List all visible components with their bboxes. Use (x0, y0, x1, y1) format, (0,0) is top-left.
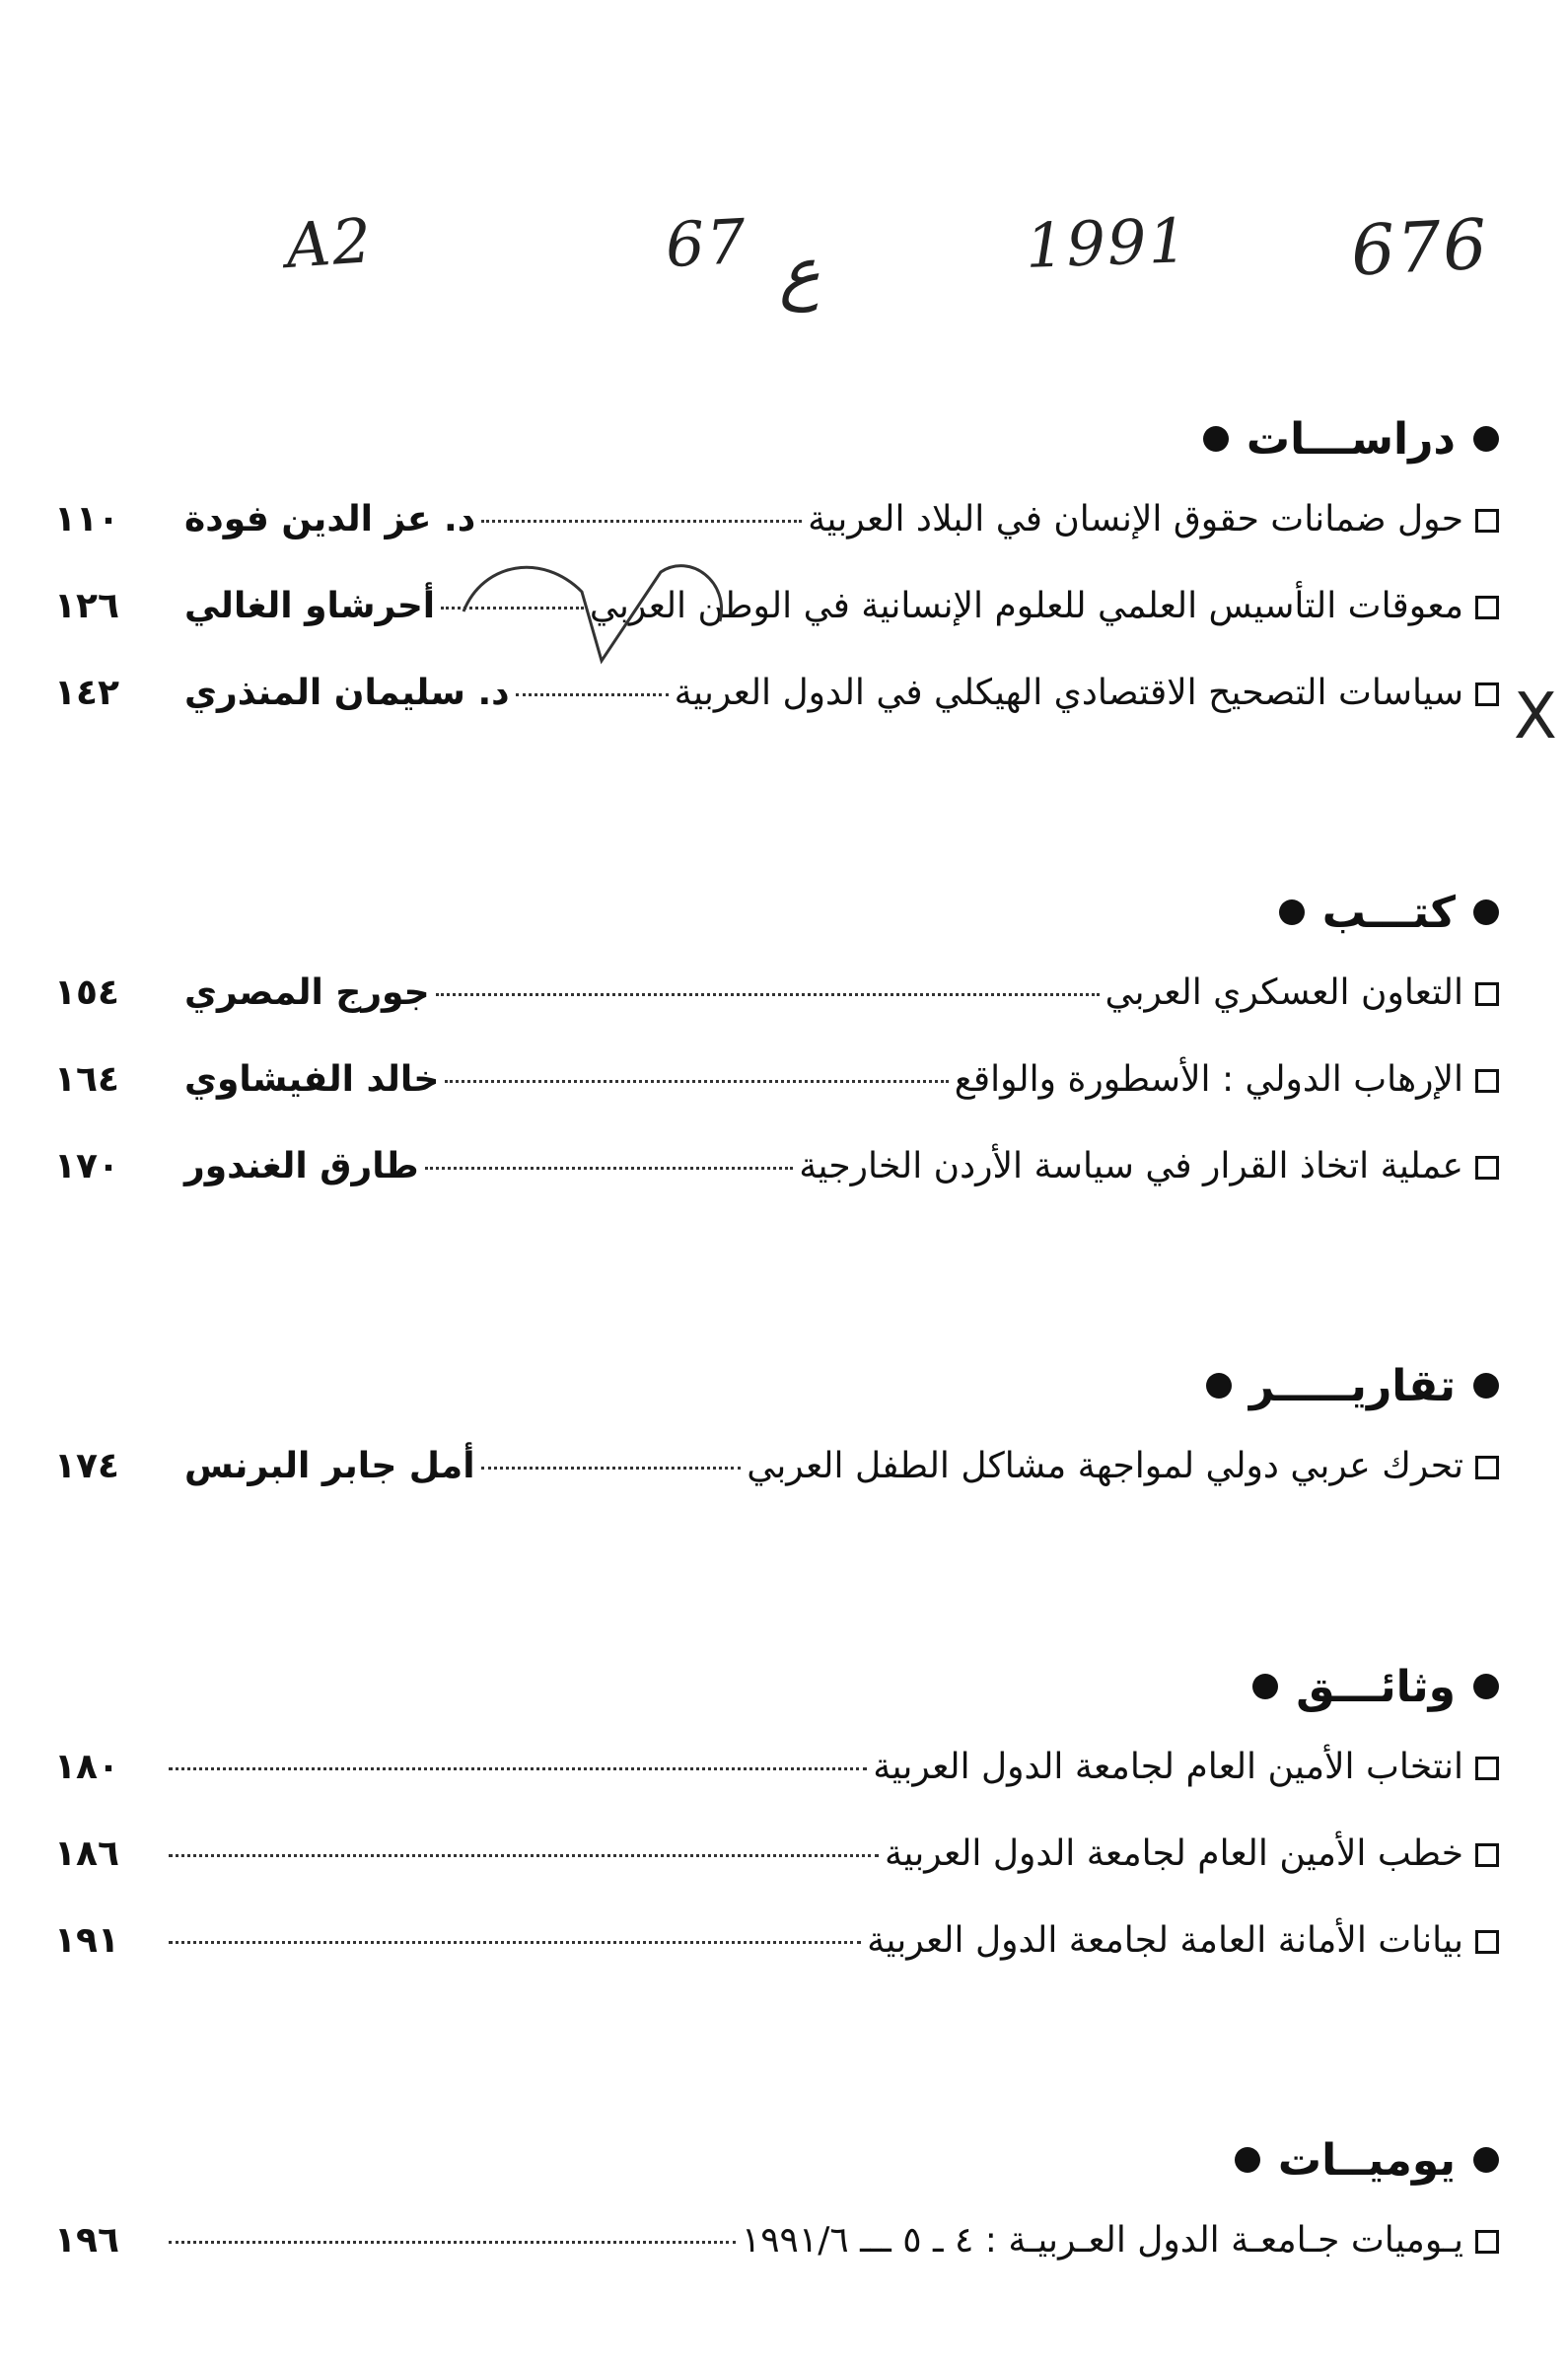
entry-title: حول ضمانات حقوق الإنسان في البلاد العربية (808, 499, 1463, 539)
section-heading-label: دراســـات (1246, 413, 1456, 465)
entry-title: الإرهاب الدولي : الأسطورة والواقع (954, 1059, 1463, 1100)
checkbox-square-icon (1475, 982, 1499, 1006)
toc-entry (54, 1738, 1499, 1825)
dot-leader (169, 1941, 861, 1944)
handwritten-note-b: 67 (664, 204, 749, 282)
dot-leader (481, 1467, 742, 1470)
toc-entry (54, 964, 1499, 1050)
checkbox-square-icon (1475, 1069, 1499, 1093)
checkbox-square-icon (1475, 509, 1499, 533)
entry-page-number: ١٥٤ (54, 972, 119, 1013)
bullet-icon (1252, 1674, 1278, 1699)
handwritten-x-mark: X (1514, 681, 1557, 754)
dot-leader (481, 520, 802, 523)
toc-entry (54, 1437, 1499, 1524)
section-studies (54, 409, 1499, 751)
entry-page-number: ١٧٠ (54, 1146, 119, 1186)
toc-entry (54, 664, 1499, 751)
toc-entry (54, 1911, 1499, 1998)
entry-page-number: ١٦٤ (54, 1059, 119, 1100)
dot-leader (169, 1767, 867, 1770)
section-heading-label: كتـــب (1321, 887, 1456, 938)
toc-entry (54, 2211, 1499, 2298)
dot-leader (169, 2241, 736, 2244)
bullet-icon (1473, 1674, 1499, 1699)
entry-author: د. سليمان المنذري (184, 673, 510, 713)
checkbox-square-icon (1475, 682, 1499, 706)
entry-author: أحرشاو الغالي (184, 586, 436, 626)
section-heading (54, 883, 1499, 942)
bullet-icon (1203, 426, 1229, 452)
bullet-icon (1279, 899, 1305, 925)
section-reports (54, 1356, 1499, 1524)
toc-entry (54, 1825, 1499, 1911)
entry-author: خالد الفيشاوي (184, 1059, 440, 1100)
section-books (54, 883, 1499, 1224)
checkbox-square-icon (1475, 1156, 1499, 1180)
entry-page-number: ١١٠ (54, 499, 119, 539)
entry-page-number: ١٨٠ (54, 1747, 119, 1787)
checkbox-square-icon (1475, 1456, 1499, 1479)
entry-page-number: ١٩٦ (54, 2220, 119, 2261)
entry-author: طارق الغندور (184, 1146, 419, 1186)
dot-leader (516, 693, 669, 696)
section-heading-label: يوميــات (1277, 2134, 1456, 2186)
entry-title: سياسات التصحيح الاقتصادي الهيكلي في الدول العربية (674, 673, 1463, 713)
entry-author: أمل جابر البرنس (184, 1446, 475, 1486)
handwritten-scribble-icon (444, 552, 740, 671)
toc-entry (54, 490, 1499, 577)
section-heading (54, 1356, 1499, 1415)
bullet-icon (1473, 2147, 1499, 2173)
toc-entry (54, 1137, 1499, 1224)
bullet-icon (1206, 1373, 1232, 1399)
entry-title: انتخاب الأمين العام لجامعة الدول العربية (873, 1747, 1463, 1787)
bullet-icon (1473, 899, 1499, 925)
bullet-icon (1235, 2147, 1260, 2173)
toc-entry (54, 577, 1499, 664)
section-documents (54, 1657, 1499, 1998)
entry-author: د. عز الدين فودة (184, 499, 476, 539)
checkbox-square-icon (1475, 596, 1499, 619)
entry-page-number: ١٩١ (54, 1920, 119, 1961)
section-heading (54, 409, 1499, 468)
checkbox-square-icon (1475, 1757, 1499, 1780)
bullet-icon (1473, 1373, 1499, 1399)
checkbox-square-icon (1475, 1930, 1499, 1954)
entry-title: يـوميات جـامعـة الدول العـربيـة : ٤ ـ ٥ ـــ ١٩٩١/٦ (741, 2220, 1463, 2261)
dot-leader (169, 1854, 879, 1857)
handwritten-note-a: A2 (283, 204, 376, 282)
section-heading (54, 2130, 1499, 2190)
entry-title: التعاون العسكري العربي (1105, 972, 1463, 1013)
section-diaries (54, 2130, 1499, 2298)
entry-page-number: ١٢٦ (54, 586, 119, 626)
entry-title: عملية اتخاذ القرار في سياسة الأردن الخارجية (799, 1146, 1463, 1186)
checkbox-square-icon (1475, 1843, 1499, 1867)
entry-title: معوقات التأسيس العلمي للعلوم الإنسانية في الوطن العربي (589, 586, 1463, 626)
toc-entry (54, 1050, 1499, 1137)
dot-leader (425, 1167, 794, 1170)
entry-page-number: ١٤٢ (54, 673, 119, 713)
handwritten-note-d: 1991 (1024, 204, 1191, 282)
entry-title: بيانات الأمانة العامة لجامعة الدول العربية (867, 1920, 1463, 1961)
dot-leader (445, 1080, 948, 1083)
handwritten-note-c: ع (779, 232, 820, 313)
bullet-icon (1473, 426, 1499, 452)
section-heading (54, 1657, 1499, 1716)
entry-page-number: ١٧٤ (54, 1446, 119, 1486)
entry-title: خطب الأمين العام لجامعة الدول العربية (885, 1833, 1463, 1874)
entry-author: جورج المصري (184, 972, 430, 1013)
checkbox-square-icon (1475, 2230, 1499, 2254)
handwritten-note-e: 676 (1348, 203, 1491, 292)
dot-leader (436, 993, 1100, 996)
section-heading-label: تقاريـــــر (1248, 1360, 1456, 1411)
entry-page-number: ١٨٦ (54, 1833, 119, 1874)
section-heading-label: وثائـــق (1296, 1661, 1456, 1712)
entry-title: تحرك عربي دولي لمواجهة مشاكل الطفل العربي (747, 1446, 1463, 1486)
